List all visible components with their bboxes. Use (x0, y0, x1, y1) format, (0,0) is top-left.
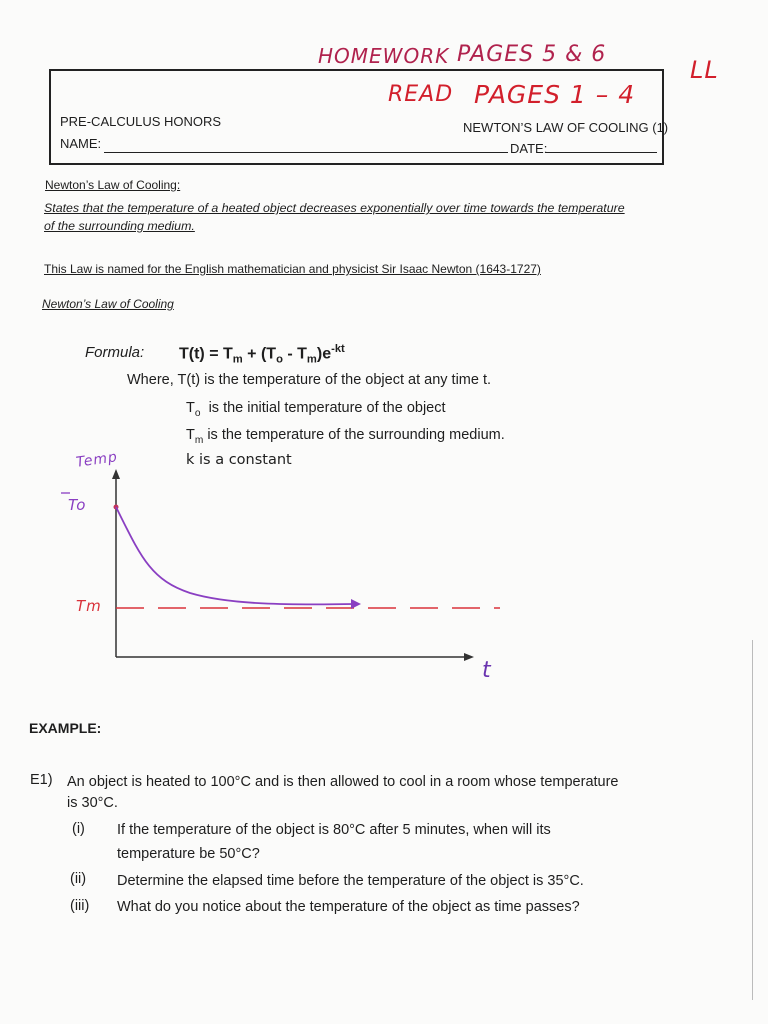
cooling-curve (116, 507, 355, 604)
section-title: Newton’s Law of Cooling (42, 297, 174, 311)
where-prefix: Where, (127, 372, 174, 388)
definition-to-text: is the initial temperature of the object (208, 400, 446, 416)
example-stem-line1: An object is heated to 100°C and is then allowed to cool in a room whose temperature (67, 774, 619, 790)
part-iii-line1: What do you notice about the temperature of the object as time passes? (117, 899, 580, 915)
cooling-graph (50, 455, 510, 695)
part-i-label: (i) (72, 821, 85, 837)
course-title: PRE-CALCULUS HONORS (60, 114, 222, 129)
definition-tt: Where, T(t) is the temperature of the object at any time t. (127, 372, 492, 388)
date-blank-line (545, 152, 657, 153)
graph-initial-label: To (68, 496, 87, 514)
y-axis-arrowhead (112, 469, 120, 479)
part-i-line1: If the temperature of the object is 80°C after 5 minutes, when will its (117, 822, 551, 838)
name-label: NAME: (60, 136, 102, 151)
example-stem-line2: is 30°C. (67, 795, 118, 811)
definition-tm-text: is the temperature of the surrounding medium. (207, 427, 505, 443)
handwritten-read-pages: PAGES 1 – 4 (474, 80, 636, 109)
example-number: E1) (30, 772, 53, 788)
handwritten-corner-mark: LL (690, 56, 719, 84)
graph-x-axis-label: t (482, 658, 492, 683)
handwritten-read: READ (388, 82, 454, 107)
scan-edge-line (752, 640, 753, 1000)
law-definition-line2: of the surrounding medium. (44, 219, 195, 233)
formula-equation: $T(t) = T_m + (T_o - T_m)e^{-kt}$ (179, 343, 345, 366)
formula-label: Formula: (85, 344, 145, 361)
topic-title: NEWTON’S LAW OF COOLING (1) (463, 120, 669, 135)
date-label: DATE: (510, 141, 548, 156)
part-ii-label: (ii) (70, 871, 87, 887)
law-named-for: This Law is named for the English mathematician and physicist Sir Isaac Newton (1643-1727) (44, 262, 541, 276)
name-blank-line (104, 152, 508, 153)
handwritten-pages-range: PAGES 5 & 6 (457, 42, 607, 67)
definition-tt-text: is the temperature of the object at any time t. (204, 372, 492, 388)
definition-to: $T_o$ is the initial temperature of the object (186, 400, 446, 419)
x-axis-arrowhead (464, 653, 474, 661)
part-i-line2: temperature be 50°C? (117, 846, 260, 862)
definition-tm: $T_m$ is the temperature of the surrounding medium. (186, 427, 505, 446)
graph-medium-label: Tm (76, 597, 102, 615)
curve-arrowhead (351, 599, 361, 609)
graph-y-axis-label: Temp (75, 449, 119, 471)
part-ii-line1: Determine the elapsed time before the temperature of the object is 35°C. (117, 873, 584, 889)
law-heading: Newton’s Law of Cooling: (45, 178, 181, 192)
handwritten-homework: HOMEWORK (318, 44, 450, 68)
example-heading: EXAMPLE: (29, 720, 102, 736)
law-definition-line1: States that the temperature of a heated object decreases exponentially over time towards the temperature (44, 201, 625, 215)
definition-k: k is a constant (186, 452, 292, 468)
part-iii-label: (iii) (70, 898, 90, 914)
